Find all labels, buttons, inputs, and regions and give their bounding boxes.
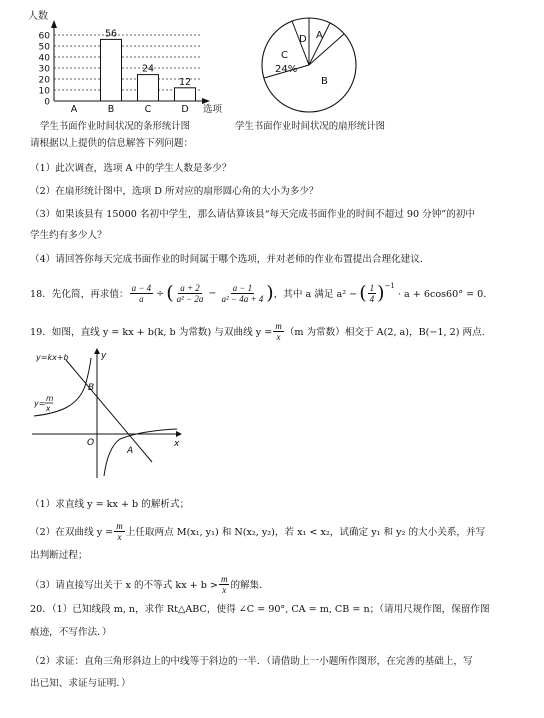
y-axis-title: 人数 (28, 11, 48, 22)
y-axis-arrow (51, 20, 57, 28)
bar-d (175, 88, 196, 101)
figure-x-label: x (174, 439, 180, 449)
q19-part2-a: （2）在双曲线 y = (30, 527, 114, 538)
q19-figure (30, 346, 190, 486)
q18-condition: ，其中 a 满足 a² − (273, 289, 358, 300)
line-label: y=kx+b (36, 353, 69, 362)
y-tick-label: 30 (38, 64, 50, 75)
x-axis-title: 选项 (203, 104, 223, 115)
q19-part2 (30, 518, 485, 544)
y-tick-label: 10 (38, 86, 50, 97)
pie-chart-caption: 学生书面作业时间状况的扇形统计图 (235, 121, 386, 132)
q19-part3 (30, 571, 269, 597)
q17-part2: （2）在扇形统计图中，选项 D 所对应的扇形圆心角的大小为多少？ (30, 186, 319, 197)
hyperbola-label-lhs: y= (34, 399, 46, 408)
figure-y-label: y (101, 351, 107, 361)
pie-percent-c: 24% (275, 64, 298, 75)
pie-chart (258, 14, 368, 118)
bar-chart (0, 0, 240, 120)
point-a-label: A (127, 446, 134, 456)
pie-label-b: B (321, 76, 328, 87)
pie-label-a: A (316, 30, 323, 41)
line-y-kx-b (66, 360, 152, 462)
y-tick-label: 0 (44, 97, 50, 108)
q17-part3: （3）如果该县有 15000 名初中学生，那么请估算该县“每天完成书面作业的时间不超过 90 分钟”的初中 (30, 209, 475, 220)
q20-part2-cont: 出已知、求证与证明．） (30, 678, 131, 689)
bar-value-label-c: 24 (141, 63, 155, 75)
pie-label-d: D (299, 34, 307, 45)
q18-minus: − (208, 287, 217, 299)
q18-lead: 18．先化简，再求值： (30, 289, 129, 300)
q19-part2-cont: 出判断过程； (30, 550, 88, 561)
q18-fraction-1: $\frac{a - 4}{a}$ (131, 282, 152, 304)
x-tick-label: D (181, 104, 189, 115)
q19-part3-fraction: $\frac{m}{x}$ (220, 573, 228, 595)
q19-part1: （1）求直线 y = kx + b 的解析式； (30, 499, 190, 510)
q18-tail: · a + 6cos60° = 0． (397, 289, 493, 300)
q18-fraction-4: $\frac{1}{4}$ (369, 282, 375, 304)
pie-divider (309, 34, 344, 65)
x-tick-label: A (70, 104, 78, 115)
y-tick-label: 40 (38, 53, 50, 64)
q18: 18．先化简，再求值： $\frac{a - 4}{a}$ ÷ ( $\frac{a + 2}{\text{a² − 2a}}$ − $\frac{a - 1}{\text{a² − 4a + 4}}$ ) ，其中 a 满足 a² − ( $\frac{1}{4}$ ) $^{-1}$ · a + 6cos60° = 0． (30, 282, 493, 304)
pie-label-c: C (281, 50, 288, 61)
hyperbola-branch-right (104, 429, 177, 476)
y-tick-label: 20 (38, 75, 50, 86)
bar-value-label-b: 56 (104, 28, 118, 40)
x-tick-label: C (144, 104, 152, 115)
y-tick-label: 60 (38, 31, 50, 42)
bar-b (101, 39, 122, 101)
hyperbola-label-m: m (46, 394, 54, 403)
q19-part2-fraction: $\frac{m}{x}$ (116, 520, 123, 542)
point-b-label: B (88, 383, 95, 393)
q19-hyperbola-fraction: $\frac{m}{x}$ (275, 320, 282, 342)
q19-stem-b: （m 为常数）相交于 A(2, a)，B(−1, 2) 两点． (284, 327, 492, 338)
bar-c (138, 75, 159, 101)
q19-part2-b: 上任取两点 M(x₁, y₁) 和 N(x₂, y₂)，若 x₁ < x₂，试确定 y₁ 和 y₂ 的大小关系，并写 (125, 527, 486, 538)
q19-stem (30, 318, 491, 344)
q18-divide: ÷ (156, 287, 165, 299)
bar-value-label-d: 12 (178, 76, 192, 88)
q17-part4: （4）请回答你每天完成书面作业的时间属于哪个选项，并对老师的作业布置提出合理化建议． (30, 254, 430, 265)
x-tick-label: B (107, 104, 115, 115)
q19-part3-b: 的解集． (230, 580, 269, 591)
figure-y-arrow (94, 348, 100, 354)
figure-x-arrow (176, 431, 182, 437)
bar-chart-caption: 学生书面作业时间状况的条形统计图 (40, 121, 191, 132)
q19-part3-a: （3）请直接写出关于 x 的不等式 kx + b > (30, 580, 218, 591)
q20-part1: 20．（1）已知线段 m, n，求作 Rt△ABC，使得 ∠C = 90°, CA = m, CB = n；（请用尺规作图，保留作图 (30, 604, 490, 615)
q20-part1-cont: 痕迹，不写作法．） (30, 627, 112, 638)
figure-origin-label: O (87, 438, 95, 448)
hyperbola-label-x: x (46, 404, 51, 413)
q17-intro: 请根据以上提供的信息解答下列问题： (30, 138, 194, 149)
q17-part1: （1）此次调查，选项 A 中的学生人数是多少？ (30, 163, 232, 174)
q17-part3-cont: 学生约有多少人？ (30, 230, 107, 241)
y-tick-label: 50 (38, 42, 50, 53)
q18-exponent: −1 (384, 282, 395, 290)
q20-part2: （2）求证：直角三角形斜边上的中线等于斜边的一半．（请借助上一小题所作图形，在完善的基础上，写 (30, 656, 473, 667)
q18-fraction-3: $\frac{a - 1}{\text{a² − 4a + 4}}$ (221, 282, 264, 304)
q19-stem-a: 19．如图，直线 y = kx + b(k, b 为常数) 与双曲线 y = (30, 327, 273, 338)
q18-fraction-2: $\frac{a + 2}{\text{a² − 2a}}$ (176, 282, 204, 304)
